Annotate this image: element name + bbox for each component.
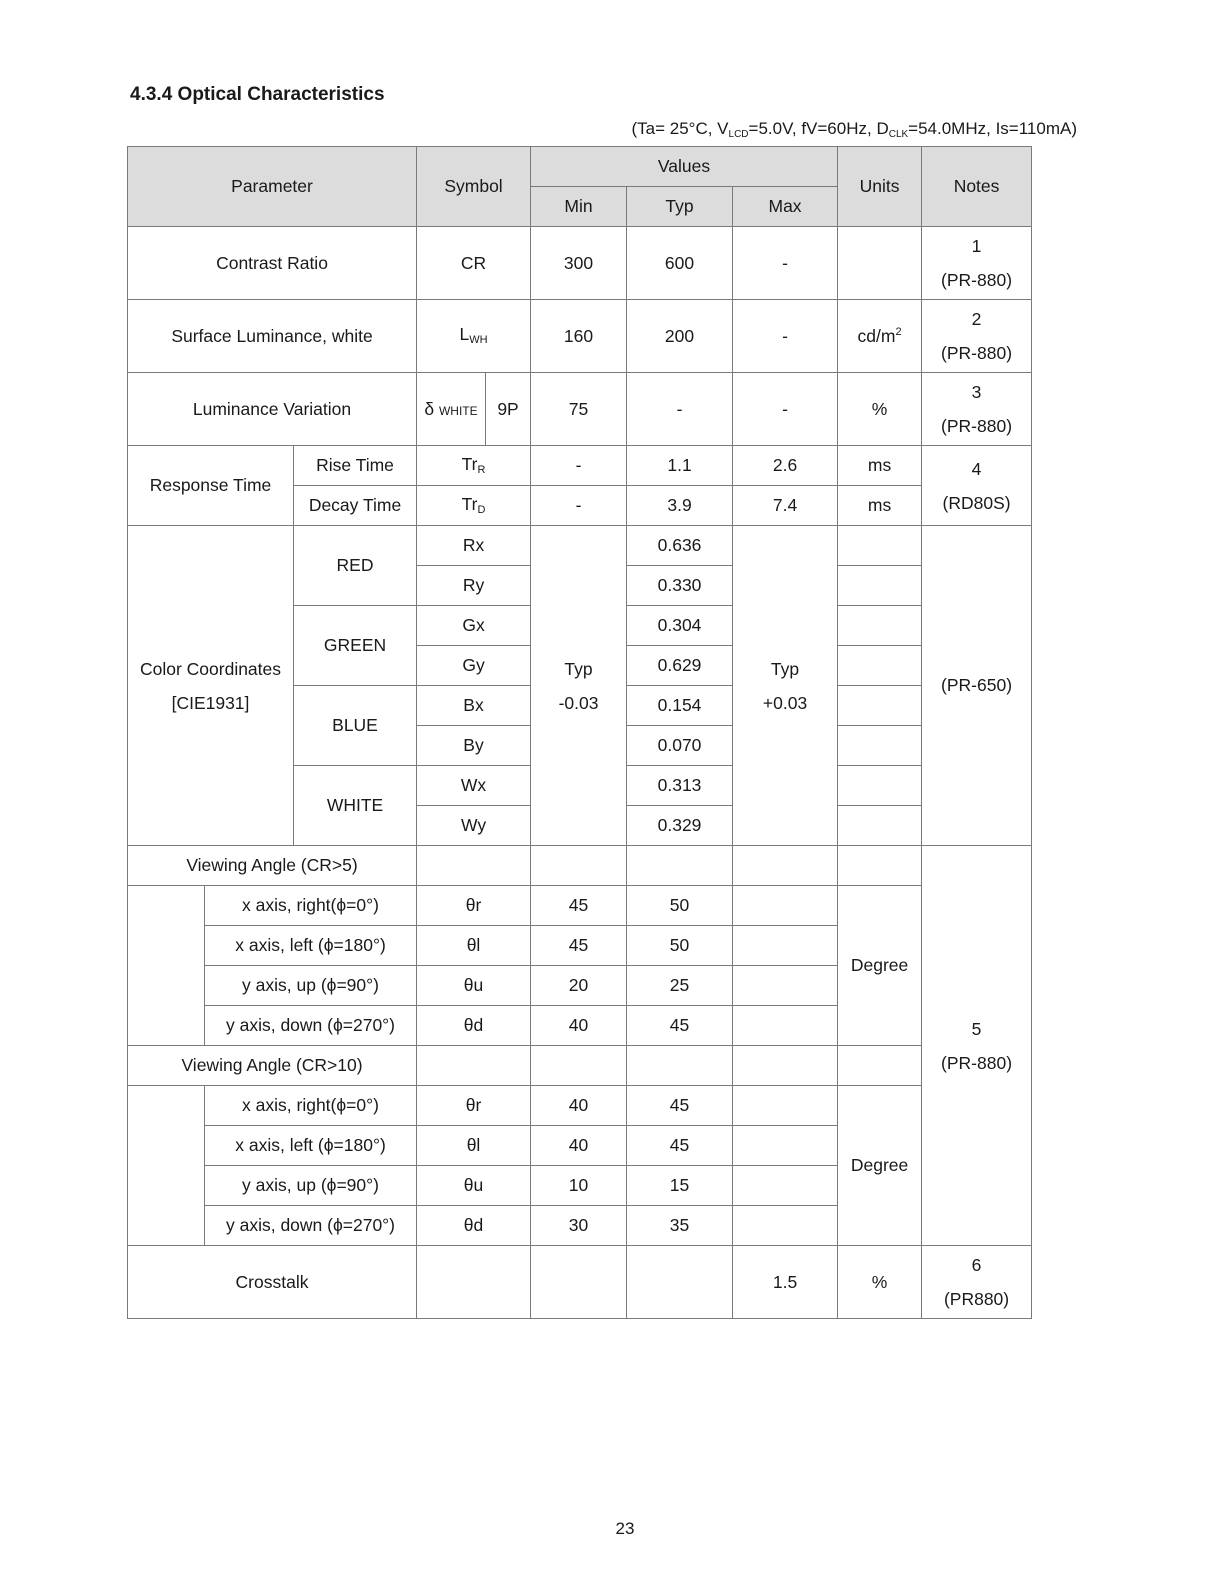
symbol-cell: Bx — [417, 686, 531, 726]
color-group-blue: BLUE — [294, 686, 417, 766]
typ-cell: 45 — [627, 1006, 733, 1046]
typ-cell: 600 — [627, 227, 733, 300]
typ-cell: 0.313 — [627, 766, 733, 806]
table-row — [128, 886, 1032, 926]
param-cell: Luminance Variation — [128, 373, 417, 446]
indent-cell — [128, 886, 205, 1046]
header-max: Max — [733, 187, 838, 227]
typ-cell: 15 — [627, 1166, 733, 1206]
color-group-white: WHITE — [294, 766, 417, 846]
symbol-cell: Wx — [417, 766, 531, 806]
table-row — [128, 846, 1032, 886]
typ-cell: 25 — [627, 966, 733, 1006]
symbol-cell: $Tr_R$ — [417, 446, 531, 486]
units-cell — [838, 766, 922, 806]
typ-cell: 0.636 — [627, 526, 733, 566]
sub-param-cell: Rise Time — [294, 446, 417, 486]
param-cell: x axis, right(ϕ=0°) — [205, 886, 417, 926]
typ-cell — [627, 1246, 733, 1319]
max-cell: - — [733, 300, 838, 373]
typ-cell: 0.330 — [627, 566, 733, 606]
units-cell — [838, 686, 922, 726]
typ-cell: 45 — [627, 1126, 733, 1166]
symbol-points-cell: 9P — [486, 373, 531, 446]
notes-cell: (PR-650) — [922, 526, 1032, 846]
min-cell: - — [531, 446, 627, 486]
typ-cell: 0.304 — [627, 606, 733, 646]
param-cell: Surface Luminance, white — [128, 300, 417, 373]
units-cell — [838, 566, 922, 606]
min-cell: 300 — [531, 227, 627, 300]
symbol-cell: Gy — [417, 646, 531, 686]
typ-cell: 3.9 — [627, 486, 733, 526]
typ-cell: 0.629 — [627, 646, 733, 686]
table-row — [128, 1046, 1032, 1086]
max-cell — [733, 886, 838, 926]
param-cell: Contrast Ratio — [128, 227, 417, 300]
max-cell — [733, 1126, 838, 1166]
min-cell: 40 — [531, 1126, 627, 1166]
min-cell — [531, 1046, 627, 1086]
viewing-title-cr5: Viewing Angle (CR>5) — [128, 846, 417, 886]
typ-cell: 45 — [627, 1086, 733, 1126]
table-row — [128, 1086, 1032, 1126]
max-cell — [733, 1166, 838, 1206]
table-row — [128, 227, 1032, 300]
symbol-cell — [417, 1046, 531, 1086]
max-cell — [733, 1006, 838, 1046]
typ-cell — [627, 1046, 733, 1086]
notes-cell: 1 (PR-880) — [922, 227, 1032, 300]
table-row — [128, 1246, 1032, 1319]
units-cell — [838, 526, 922, 566]
max-cell — [733, 1086, 838, 1126]
notes-cell: 3 (PR-880) — [922, 373, 1032, 446]
symbol-cell: δ WHITE — [417, 373, 486, 446]
units-cell: Degree — [838, 1086, 922, 1246]
typ-cell — [627, 846, 733, 886]
min-cell: 75 — [531, 373, 627, 446]
units-cell — [838, 726, 922, 766]
max-cell: Typ +0.03 — [733, 526, 838, 846]
min-cell: 40 — [531, 1006, 627, 1046]
param-cell: y axis, down (ϕ=270°) — [205, 1006, 417, 1046]
max-cell — [733, 926, 838, 966]
typ-cell: 35 — [627, 1206, 733, 1246]
units-cell: $cd/m^2$ — [838, 300, 922, 373]
symbol-cell: Gx — [417, 606, 531, 646]
max-cell: - — [733, 373, 838, 446]
symbol-cell: Ry — [417, 566, 531, 606]
header-symbol: Symbol — [417, 147, 531, 227]
notes-cell: 5 (PR-880) — [922, 846, 1032, 1246]
max-cell — [733, 1046, 838, 1086]
max-cell: 7.4 — [733, 486, 838, 526]
min-cell: 45 — [531, 926, 627, 966]
max-cell — [733, 966, 838, 1006]
symbol-cell: θl — [417, 1126, 531, 1166]
color-group-green: GREEN — [294, 606, 417, 686]
units-cell: Degree — [838, 886, 922, 1046]
table-row — [128, 300, 1032, 373]
symbol-cell — [417, 1246, 531, 1319]
color-group-red: RED — [294, 526, 417, 606]
max-cell — [733, 1206, 838, 1246]
notes-cell: 2 (PR-880) — [922, 300, 1032, 373]
table-row — [128, 446, 1032, 486]
units-cell — [838, 227, 922, 300]
header-row — [128, 147, 1032, 187]
symbol-cell: $L_{WH}$ — [417, 300, 531, 373]
min-cell: 10 — [531, 1166, 627, 1206]
units-cell — [838, 1046, 922, 1086]
symbol-cell: Rx — [417, 526, 531, 566]
notes-cell: 6 (PR880) — [922, 1246, 1032, 1319]
units-cell: % — [838, 373, 922, 446]
header-min: Min — [531, 187, 627, 227]
table-row — [128, 526, 1032, 566]
notes-cell: 4 (RD80S) — [922, 446, 1032, 526]
max-cell — [733, 846, 838, 886]
min-cell: 40 — [531, 1086, 627, 1126]
symbol-cell: θu — [417, 966, 531, 1006]
header-typ: Typ — [627, 187, 733, 227]
min-cell — [531, 1246, 627, 1319]
symbol-cell — [417, 846, 531, 886]
min-cell: - — [531, 486, 627, 526]
param-cell: x axis, right(ϕ=0°) — [205, 1086, 417, 1126]
max-cell: 1.5 — [733, 1246, 838, 1319]
symbol-cell: θr — [417, 886, 531, 926]
header-units: Units — [838, 147, 922, 227]
symbol-cell: Wy — [417, 806, 531, 846]
param-cell: y axis, down (ϕ=270°) — [205, 1206, 417, 1246]
table-row — [128, 373, 1032, 446]
min-cell: Typ -0.03 — [531, 526, 627, 846]
param-cell: Color Coordinates [CIE1931] — [128, 526, 294, 846]
units-cell — [838, 646, 922, 686]
typ-cell: 0.154 — [627, 686, 733, 726]
symbol-cell: By — [417, 726, 531, 766]
sub-param-cell: Decay Time — [294, 486, 417, 526]
typ-cell: 0.329 — [627, 806, 733, 846]
symbol-cell: θd — [417, 1006, 531, 1046]
page-number: 23 — [615, 1519, 635, 1538]
typ-cell: 50 — [627, 926, 733, 966]
param-cell: y axis, up (ϕ=90°) — [205, 966, 417, 1006]
units-cell: ms — [838, 486, 922, 526]
param-cell: x axis, left (ϕ=180°) — [205, 926, 417, 966]
param-cell: Crosstalk — [128, 1246, 417, 1319]
min-cell: 160 — [531, 300, 627, 373]
param-cell: Response Time — [128, 446, 294, 526]
header-notes: Notes — [922, 147, 1032, 227]
symbol-cell: CR — [417, 227, 531, 300]
typ-cell: - — [627, 373, 733, 446]
test-conditions: (Ta= 25°C, $V_{LCD}=5.0V$, fV=60Hz, $D_{CLK}=54.0MHz$, Is=110mA) — [631, 119, 1077, 140]
max-cell: - — [733, 227, 838, 300]
units-cell: ms — [838, 446, 922, 486]
max-cell: 2.6 — [733, 446, 838, 486]
symbol-cell: θu — [417, 1166, 531, 1206]
symbol-cell: $Tr_D$ — [417, 486, 531, 526]
indent-cell — [128, 1086, 205, 1246]
typ-cell: 0.070 — [627, 726, 733, 766]
units-cell — [838, 606, 922, 646]
units-cell — [838, 846, 922, 886]
symbol-cell: θd — [417, 1206, 531, 1246]
min-cell: 30 — [531, 1206, 627, 1246]
section-heading: 4.3.4 Optical Characteristics — [130, 84, 385, 105]
symbol-cell: θr — [417, 1086, 531, 1126]
param-cell: x axis, left (ϕ=180°) — [205, 1126, 417, 1166]
min-cell — [531, 846, 627, 886]
units-cell: % — [838, 1246, 922, 1319]
symbol-cell: θl — [417, 926, 531, 966]
param-cell: y axis, up (ϕ=90°) — [205, 1166, 417, 1206]
units-cell — [838, 806, 922, 846]
header-values: Values — [531, 147, 838, 187]
typ-cell: 200 — [627, 300, 733, 373]
min-cell: 45 — [531, 886, 627, 926]
header-parameter: Parameter — [128, 147, 417, 227]
min-cell: 20 — [531, 966, 627, 1006]
viewing-title-cr10: Viewing Angle (CR>10) — [128, 1046, 417, 1086]
typ-cell: 50 — [627, 886, 733, 926]
typ-cell: 1.1 — [627, 446, 733, 486]
optical-characteristics-table — [127, 146, 1032, 1319]
